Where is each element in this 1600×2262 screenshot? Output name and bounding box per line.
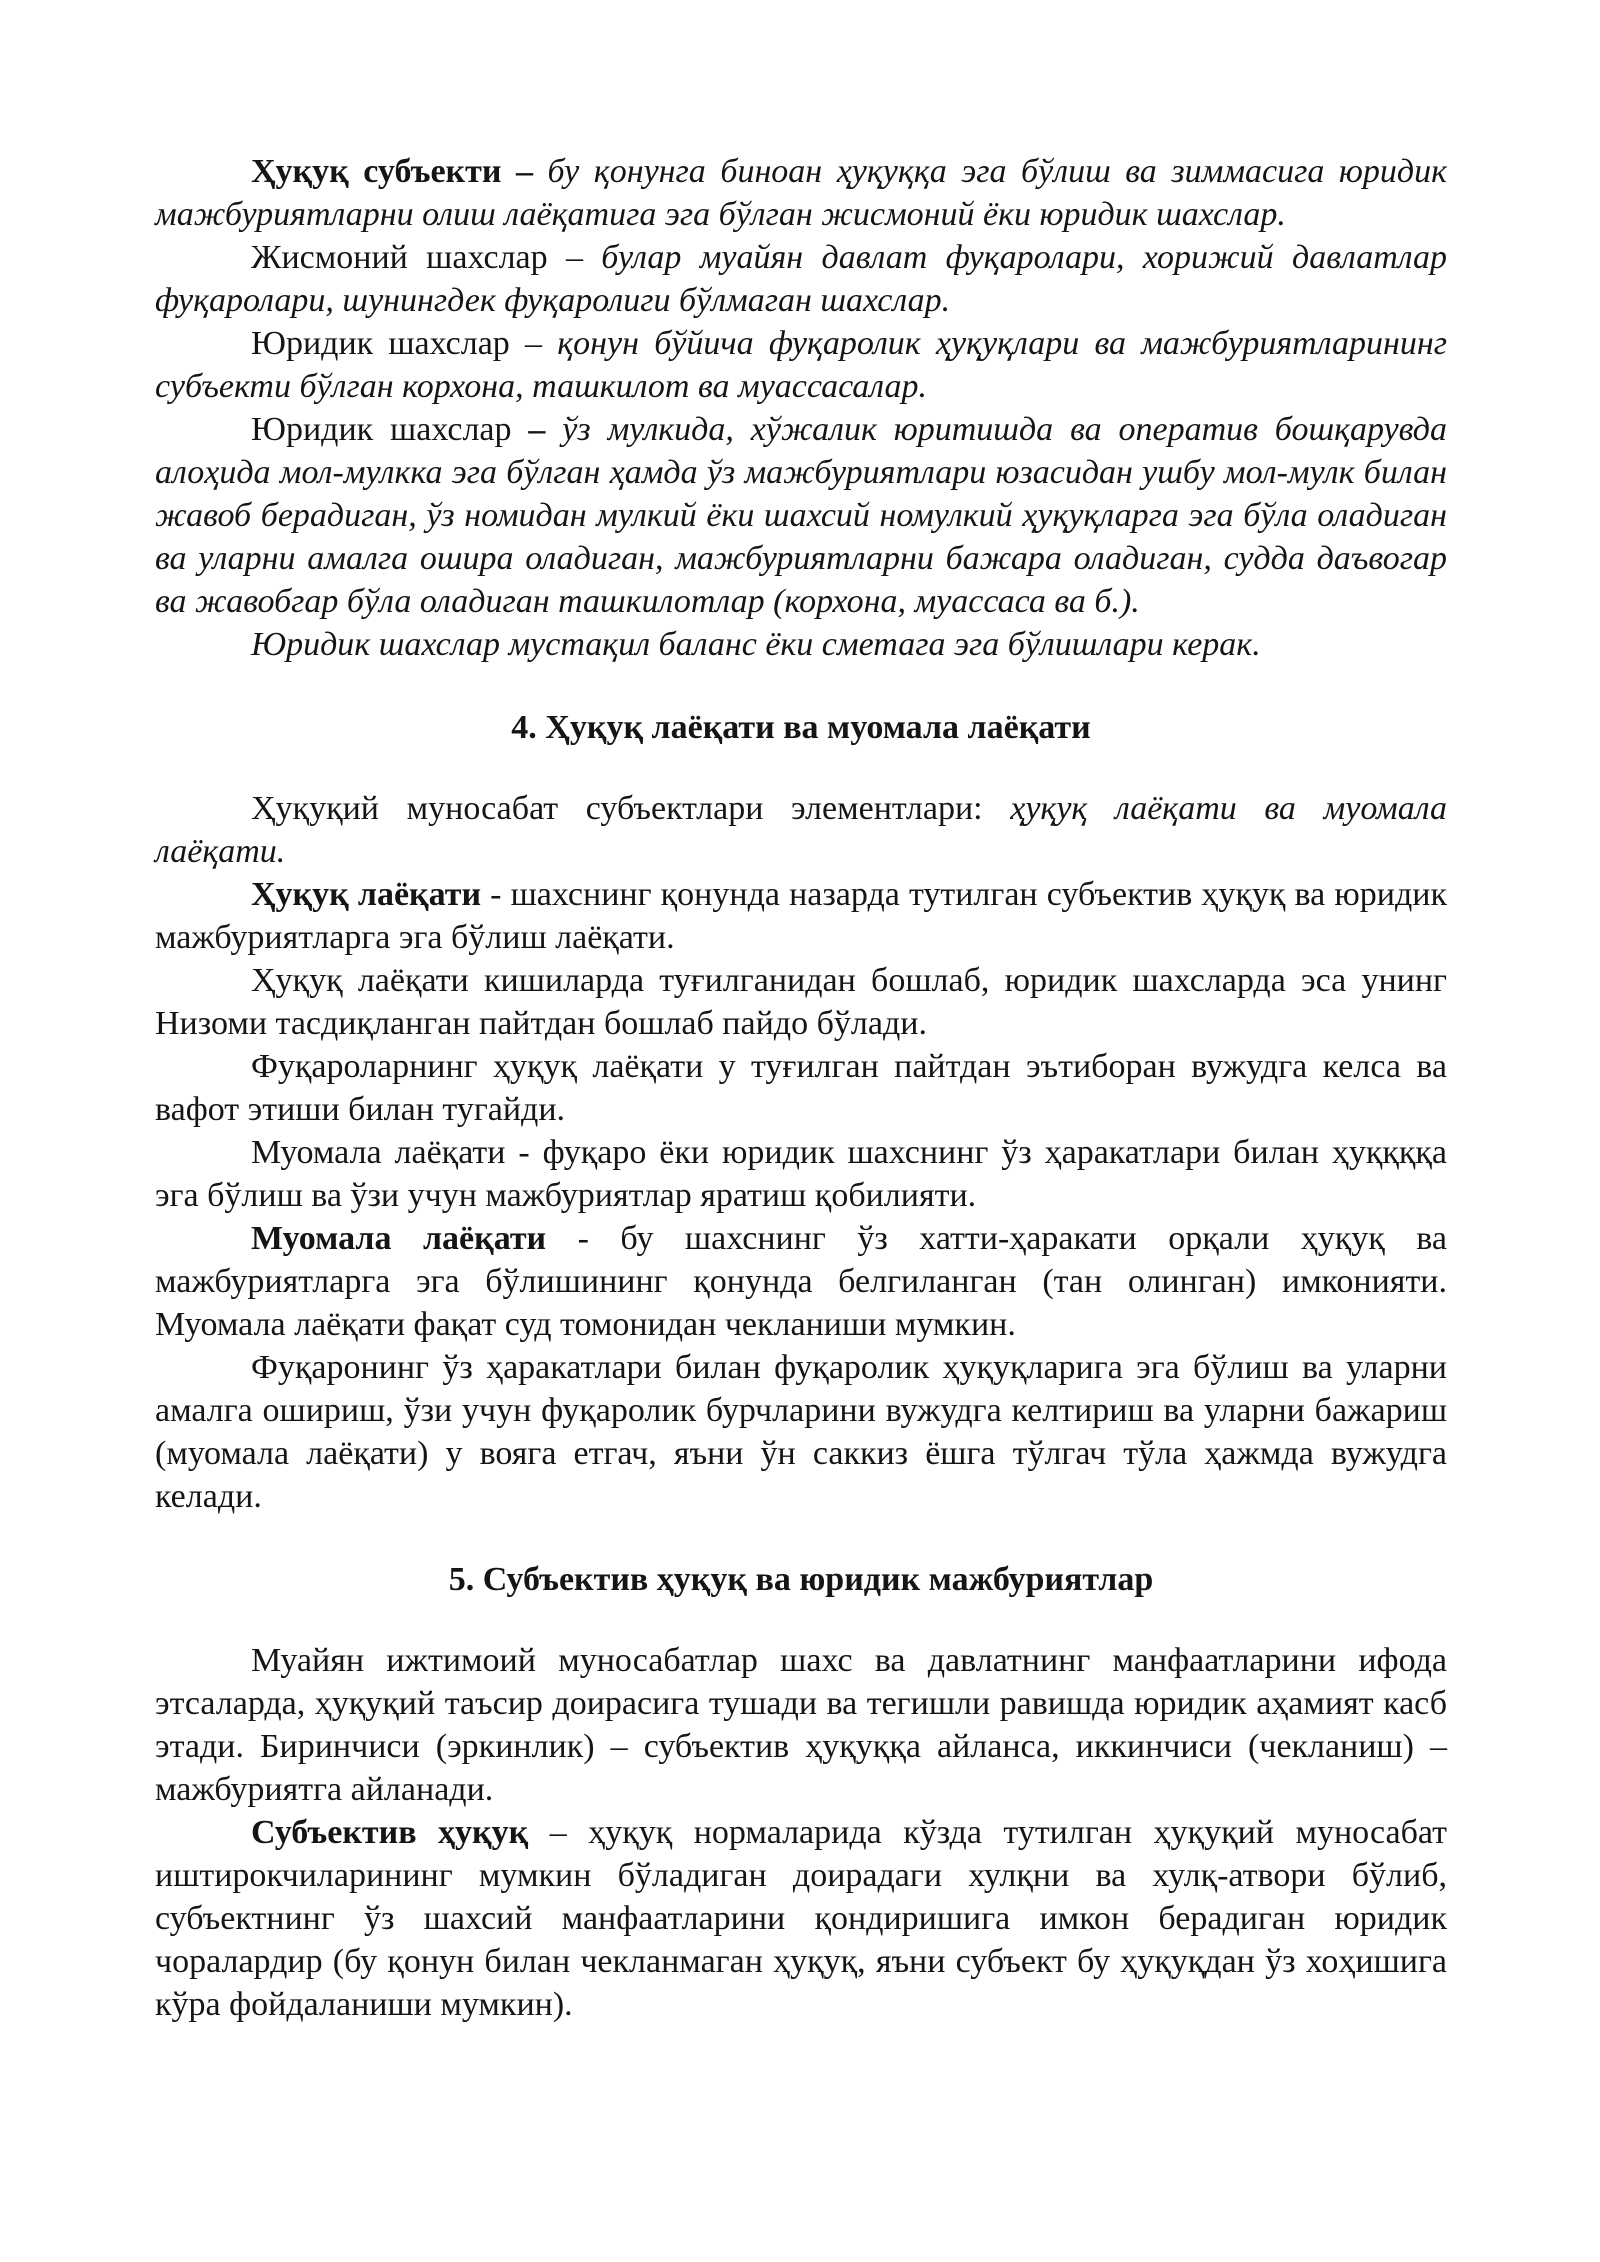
italic-definition: булар муайян давлат фуқаролари, хорижий давлатлар фуқаролари, шунингдек фуқаролиги бўлмаган шахслар. [155,239,1447,319]
paragraph-social-relations [155,1639,1447,1811]
paragraph-legal-subject [155,150,1447,236]
bold-term: Ҳуқуқ лаёқати [251,876,482,913]
plain-text: Муайян ижтимоий муносабатлар шахс ва давлатнинг манфаатларини ифода этсаларда, ҳуқуқий таъсир доирасига тушади ва тегишли равишда юридик аҳамият касб этади. Биринчиси (эркинлик) – субъектив ҳуқуққа айланса, иккинчиси (чекланиш) – мажбуриятга айланади. [155,1642,1447,1808]
paragraph-full-capacity [155,1346,1447,1518]
bold-term: Муомала лаёқати [251,1220,547,1257]
plain-text: Юридик шахслар [251,411,529,448]
italic-definition: Юридик шахслар мустақил баланс ёки сметага эга бўлишлари керак. [251,626,1261,663]
italic-definition: қонун бўйича фуқаролик ҳуқуқлари ва мажбуриятларининг субъекти бўлган корхона, ташкилот ва муассасалар. [155,325,1447,405]
paragraph-active-capacity-definition [155,1217,1447,1346]
paragraph-legal-entities-detail [155,408,1447,623]
plain-text: Фуқароларнинг ҳуқуқ лаёқати у туғилган пайтдан эътиборан вужудга келса ва вафот этиши билан тугайди. [155,1048,1447,1128]
plain-text: Ҳуқуқий муносабат субъектлари элементлари: [251,790,1011,827]
paragraph-legal-entities [155,322,1447,408]
paragraph-capacity-origin [155,959,1447,1045]
paragraph-natural-persons [155,236,1447,322]
plain-text: Юридик шахслар – [251,325,558,362]
plain-text: Фуқаронинг ўз ҳаракатлари билан фуқаролик ҳуқуқларига эга бўлиш ва уларни амалга ошириш, ўзи учун фуқаролик бурчларини вужудга келтириш ва уларни бажариш (муомала лаёқати) у вояга етгач, яъни ўн саккиз ёшга тўлгач тўла ҳажмда вужудга келади. [155,1349,1447,1515]
italic-text: ҳуқуқ лаёқати ва муомала лаёқати. [155,790,1447,870]
section-5-heading: 5. Субъектив ҳуқуқ ва юридик мажбуриятлар [448,1561,1154,1598]
plain-text: Ҳуқуқ лаёқати кишиларда туғилганидан бошлаб, юридик шахсларда эса унинг Низоми тасдиқланган пайтдан бошлаб пайдо бўлади. [155,962,1447,1042]
plain-text: - шахснинг қонунда назарда тутилган субъектив ҳуқуқ ва юридик мажбуриятларга эга бўлиш лаёқати. [155,876,1447,956]
plain-text: – ҳуқуқ нормаларида кўзда тутилган ҳуқуқий муносабат иштирокчиларининг мумкин бўладиган доирадаги хулқни ва хулқ-атвори бўлиб, субъектнинг ўз шахсий манфаатларини қондиришига имкон берадиган юридик чоралардир (бу қонун билан чекланмаган ҳуқуқ, яъни субъект бу ҳуқуқдан ўз хоҳишига кўра фойдаланиши мумкин). [155,1814,1447,2023]
paragraph-citizens-capacity [155,1045,1447,1131]
italic-definition: ўз мулкида, хўжалик юритишда ва оператив бошқарувда алоҳида мол-мулкка эга бўлган ҳамда ўз мажбуриятлари юзасидан ушбу мол-мулк билан жавоб берадиган, ўз номидан мулкий ёки шахсий номулкий ҳуқуқларга эга бўла оладиган ва уларни амалга ошира оладиган, мажбуриятларни бажара оладиган, судда даъвогар ва жавобгар бўла оладиган ташкилотлар (корхона, муассаса ва б.). [155,411,1447,620]
plain-text: Жисмоний шахслар – [251,239,602,276]
paragraph-active-capacity [155,1131,1447,1217]
bold-term: Ҳуқуқ субъекти – [251,153,533,190]
paragraph-balance [155,623,1447,666]
section-4-heading: 4. Ҳуқуқ лаёқати ва муомала лаёқати [511,709,1091,746]
plain-text: - бу шахснинг ўз хатти-ҳаракати орқали ҳуқуқ ва мажбуриятларга эга бўлишининг қонунда белгиланган (тан олинган) имконияти. Муомала лаёқати фақат суд томонидан чекланиши мумкин. [155,1220,1448,1343]
bold-dash: – [528,411,546,448]
paragraph-legal-capacity [155,873,1447,959]
paragraph-elements [155,787,1447,873]
document-page [155,150,1447,2026]
bold-term: Субъектив ҳуқуқ [251,1814,529,1851]
plain-text: Муомала лаёқати - фуқаро ёки юридик шахснинг ўз ҳаракатлари билан ҳуққққа эга бўлиш ва ўзи учун мажбуриятлар яратиш қобилияти. [155,1134,1447,1214]
paragraph-subjective-right [155,1811,1447,2026]
italic-definition: бу қонунга биноан ҳуқуққа эга бўлиш ва зиммасига юридик мажбуриятларни олиш лаёқатига эга бўлган жисмоний ёки юридик шахслар. [155,153,1447,233]
